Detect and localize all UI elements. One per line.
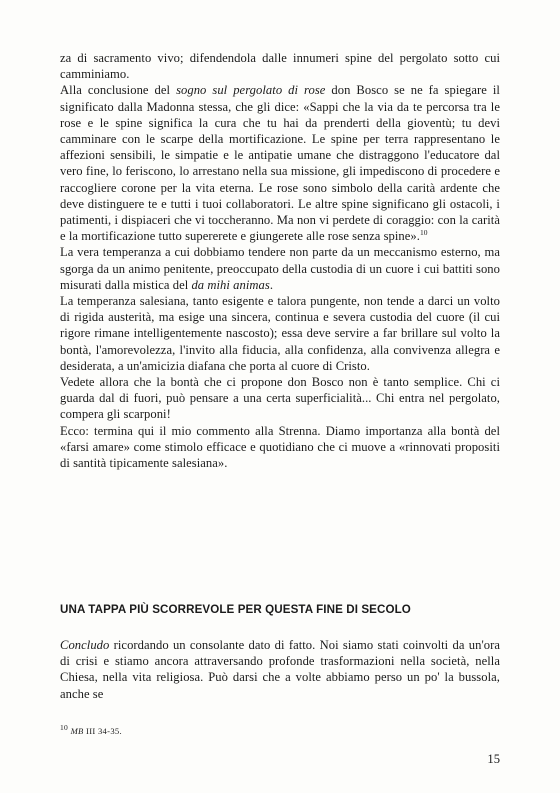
footnote (60, 723, 122, 736)
paragraph-3-text: La vera temperanza a cui dobbiamo tendere non parte da un meccanismo esterno, ma sgorga da un animo penitente, preoccupato della custodia di un cuore i cui battiti sono misurati dalla mistica del (60, 245, 500, 292)
paragraph-3-end: . (269, 277, 274, 292)
paragraph-5: Vedete allora che la bontà che ci propone don Bosco non è tanto semplice. Chi ci guarda dal di fuori, può pensare a una certa superficialità... Chi entra nel pergolato, compera gli scarponi! (60, 375, 500, 422)
page-number: 15 (487, 752, 500, 766)
latin-motto: da mihi animas (191, 277, 270, 292)
footnote-text: III 34-35. (83, 726, 122, 736)
paragraph-3 (60, 244, 500, 293)
paragraph-1: za di sacramento vivo; difendendola dalle innumeri spine del pergolato sotto cui camminiamo. (60, 51, 500, 82)
footnote-number: 10 (60, 723, 69, 733)
dream-title: sogno sul pergolato di rose (176, 83, 326, 98)
paragraph-7-text: ricordando un consolante dato di fatto. Noi siamo stati coinvolti da un'ora di crisi e stiamo ancora attraversando profonde trasformazioni nella società, nella Chiesa, nella vita religiosa. Può darsi che a volte abbiamo perso un po' la bussola, anche se (60, 638, 500, 701)
main-text (60, 50, 500, 471)
paragraph-2-quote: don Bosco se ne fa spiegare il significato dalla Madonna stessa, che gli dice: «Sappi che la via da te percorsa tra le rose e le spine significa la cura che tu hai da prenderti della gioventù; tu devi camminare con le scarpe della mortificazione. Le spine per terra rappresentano le affezioni sensibili, le simpatie e le antipatie umane che distraggono l'educatore dal vero fine, lo feriscono, lo arrestano nella sua missione, gli impediscono di procedere e raccogliere corone per la vita eterna. Le rose sono simbolo della carità ardente che deve distinguere te e tutti i tuoi collaboratori. Le altre spine significano gli ostacoli, i patimenti, i dispiaceri che vi toccheranno. Ma non vi perdete di coraggio: con la carità e la mortificazione tutto supererete e giungerete alle rose senza spine». (60, 83, 500, 244)
footnote-source: MB (70, 726, 84, 736)
paragraph-7 (60, 637, 500, 702)
paragraph-7-lead: Concludo (60, 638, 110, 652)
paragraph-4: La temperanza salesiana, tanto esigente e talora pungente, non tende a darci un volto di rigida austerità, ma esige una sincera, continua e severa custodia del cuore (il cui rigore rimane intelligentemente nascosto); essa deve servire a far brillare sul volto la bontà, l'amorevolezza, l'invito alla fiducia, alla confidenza, alla convivenza allegra e desiderata, a un'amicizia diafana che porta al cuore di Cristo. (60, 294, 500, 373)
paragraph-2 (60, 82, 500, 244)
footnote-marker: 10 (419, 228, 428, 238)
paragraph-6: Ecco: termina qui il mio commento alla Strenna. Diamo importanza alla bontà del «farsi amare» come stimolo efficace e quotidiano che ci muove a «rinnovati propositi di santità tipicamente salesiana». (60, 423, 500, 471)
section-text (60, 637, 500, 702)
section-heading: UNA TAPPA PIÙ SCORREVOLE PER QUESTA FINE DI SECOLO (60, 603, 411, 616)
paragraph-2-lead: Alla conclusione del (60, 83, 177, 98)
